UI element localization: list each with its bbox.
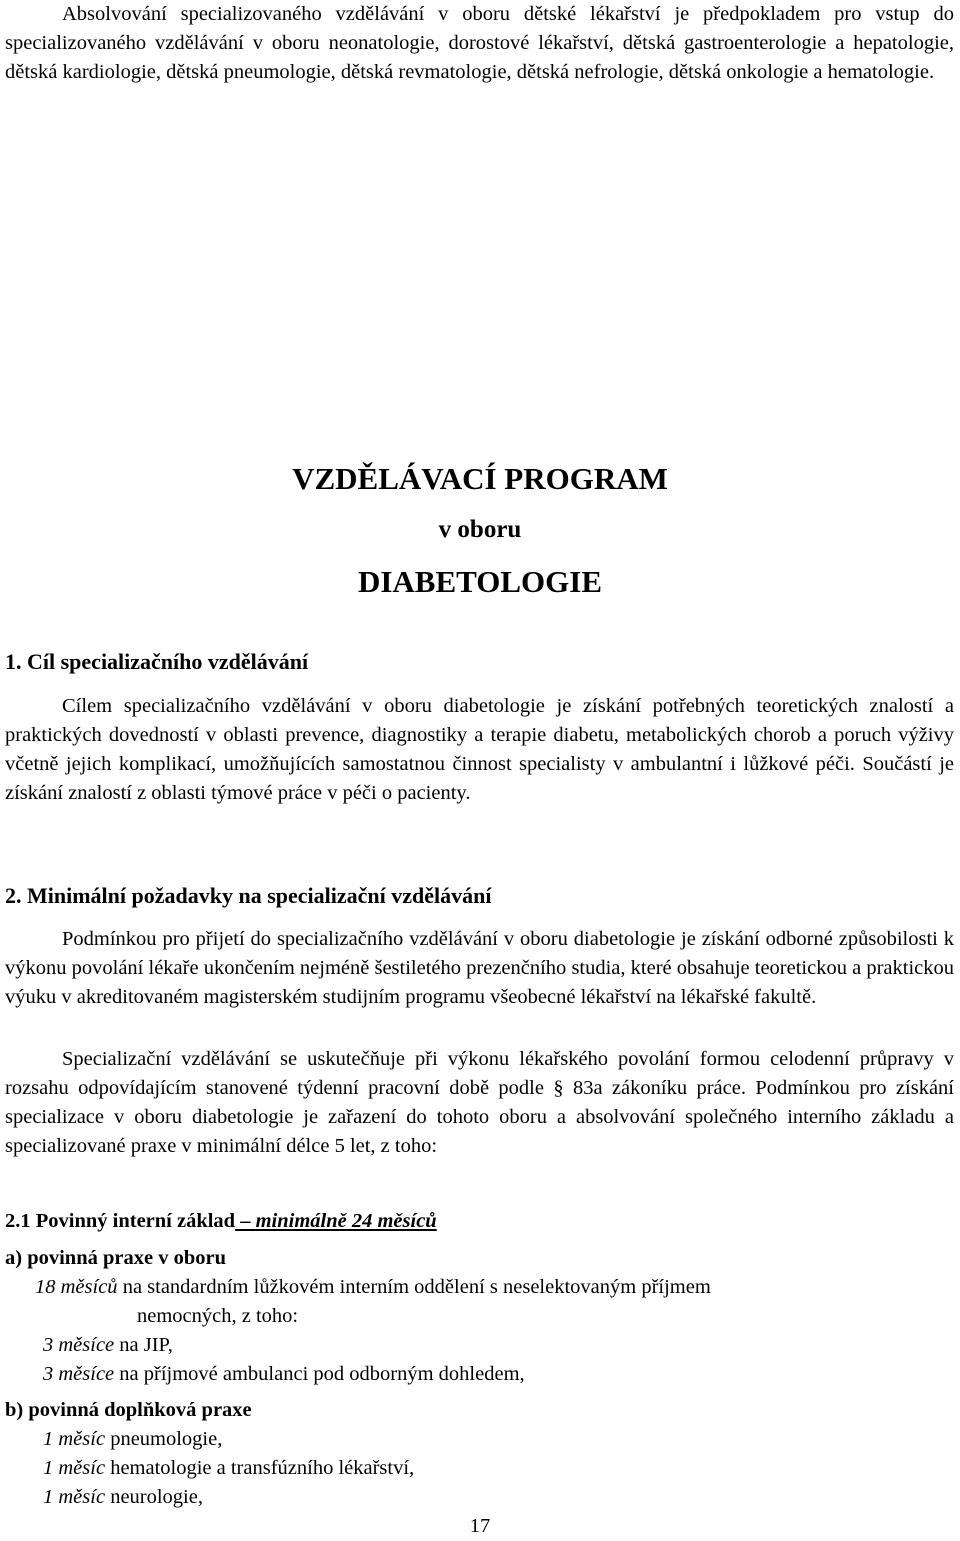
intro-paragraph: Absolvování specializovaného vzdělávání v oboru dětské lékařství je předpokladem pro vstup do specializovaného vzdělávání v oboru neonatologie, dorostové lékařství, dětská gastroenterologie a hepatologie, dětská kardiologie, dětská pneumologie, dětská revmatologie, dětská nefrologie, dětská onkologie a hematologie. xyxy=(5,3,954,83)
part-b-item-1-duration: 1 měsíc xyxy=(43,1428,106,1450)
part-b-item-1 xyxy=(43,1425,222,1454)
part-a-item-1-text: na standardním lůžkovém interním oddělení s neselektovaným příjmem xyxy=(117,1276,711,1298)
part-a-item-2 xyxy=(43,1331,173,1360)
part-a-item-1-duration: 18 měsíců xyxy=(35,1276,118,1298)
program-field: DIABETOLOGIE xyxy=(357,564,603,599)
section1-paragraph: Cílem specializačního vzdělávání v oboru diabetologie je získání potřebných teoretických znalostí a praktických dovedností v oblasti prevence, diagnostiky a terapie diabetu, metabolických chorob a poruch výživy včetně jejich komplikací, umožňujících samostatnou činnost specialisty v ambulantní i lůžkové péči. Součástí je získání znalostí z oblasti týmové práce v péči o pacienty. xyxy=(5,695,954,804)
section21-duration: minimálně 24 měsíců xyxy=(255,1210,437,1232)
part-b-item-2-text: hematologie a transfúzního lékařství, xyxy=(105,1457,415,1479)
section1-heading: 1. Cíl specializačního vzdělávání xyxy=(5,649,309,674)
page-number: 17 xyxy=(469,1515,491,1537)
part-b-heading: b) povinná doplňková praxe xyxy=(5,1399,252,1421)
part-b-item-2 xyxy=(43,1454,414,1483)
section21-heading xyxy=(5,1207,437,1236)
part-a-item-1-continued: nemocných, z toho: xyxy=(137,1305,299,1327)
part-a-item-3-duration: 3 měsíce xyxy=(43,1363,115,1385)
part-a-item-3 xyxy=(43,1360,525,1389)
part-b-item-3-duration: 1 měsíc xyxy=(43,1486,106,1508)
part-b-item-1-text: pneumologie, xyxy=(105,1428,223,1450)
part-a-item-1 xyxy=(35,1273,711,1302)
section21-dash: – xyxy=(235,1210,256,1232)
part-a-heading: a) povinná praxe v oboru xyxy=(5,1247,226,1269)
part-a-item-3-text: na příjmové ambulanci pod odborným dohledem, xyxy=(114,1363,525,1385)
section21-number: 2.1 Povinný interní základ xyxy=(5,1210,236,1232)
part-b-item-2-duration: 1 měsíc xyxy=(43,1457,106,1479)
part-b-item-3-text: neurologie, xyxy=(105,1486,203,1508)
program-subtitle: v oboru xyxy=(438,516,522,543)
part-a-item-2-duration: 3 měsíce xyxy=(43,1334,115,1356)
section2-paragraph-1: Podmínkou pro přijetí do specializačního vzdělávání v oboru diabetologie je získání odborné způsobilosti k výkonu povolání lékaře ukončením nejméně šestiletého prezenčního studia, které obsahuje teoretickou a praktickou výuku v akreditovaném magisterském studijním programu všeobecné lékařství na lékařské fakultě. xyxy=(5,928,954,1008)
section2-paragraph-2: Specializační vzdělávání se uskutečňuje při výkonu lékařského povolání formou celodenní průpravy v rozsahu odpovídajícím stanovené týdenní pracovní době podle § 83a zákoníku práce. Podmínkou pro získání specializace v oboru diabetologie je zařazení do tohoto oboru a absolvování společného interního základu a specializované praxe v minimální délce 5 let, z toho: xyxy=(5,1048,954,1157)
part-b-item-3 xyxy=(43,1483,203,1512)
section2-heading: 2. Minimální požadavky na specializační vzdělávání xyxy=(5,883,492,908)
program-title: VZDĚLÁVACÍ PROGRAM xyxy=(292,461,668,496)
part-a-item-2-text: na JIP, xyxy=(114,1334,173,1356)
